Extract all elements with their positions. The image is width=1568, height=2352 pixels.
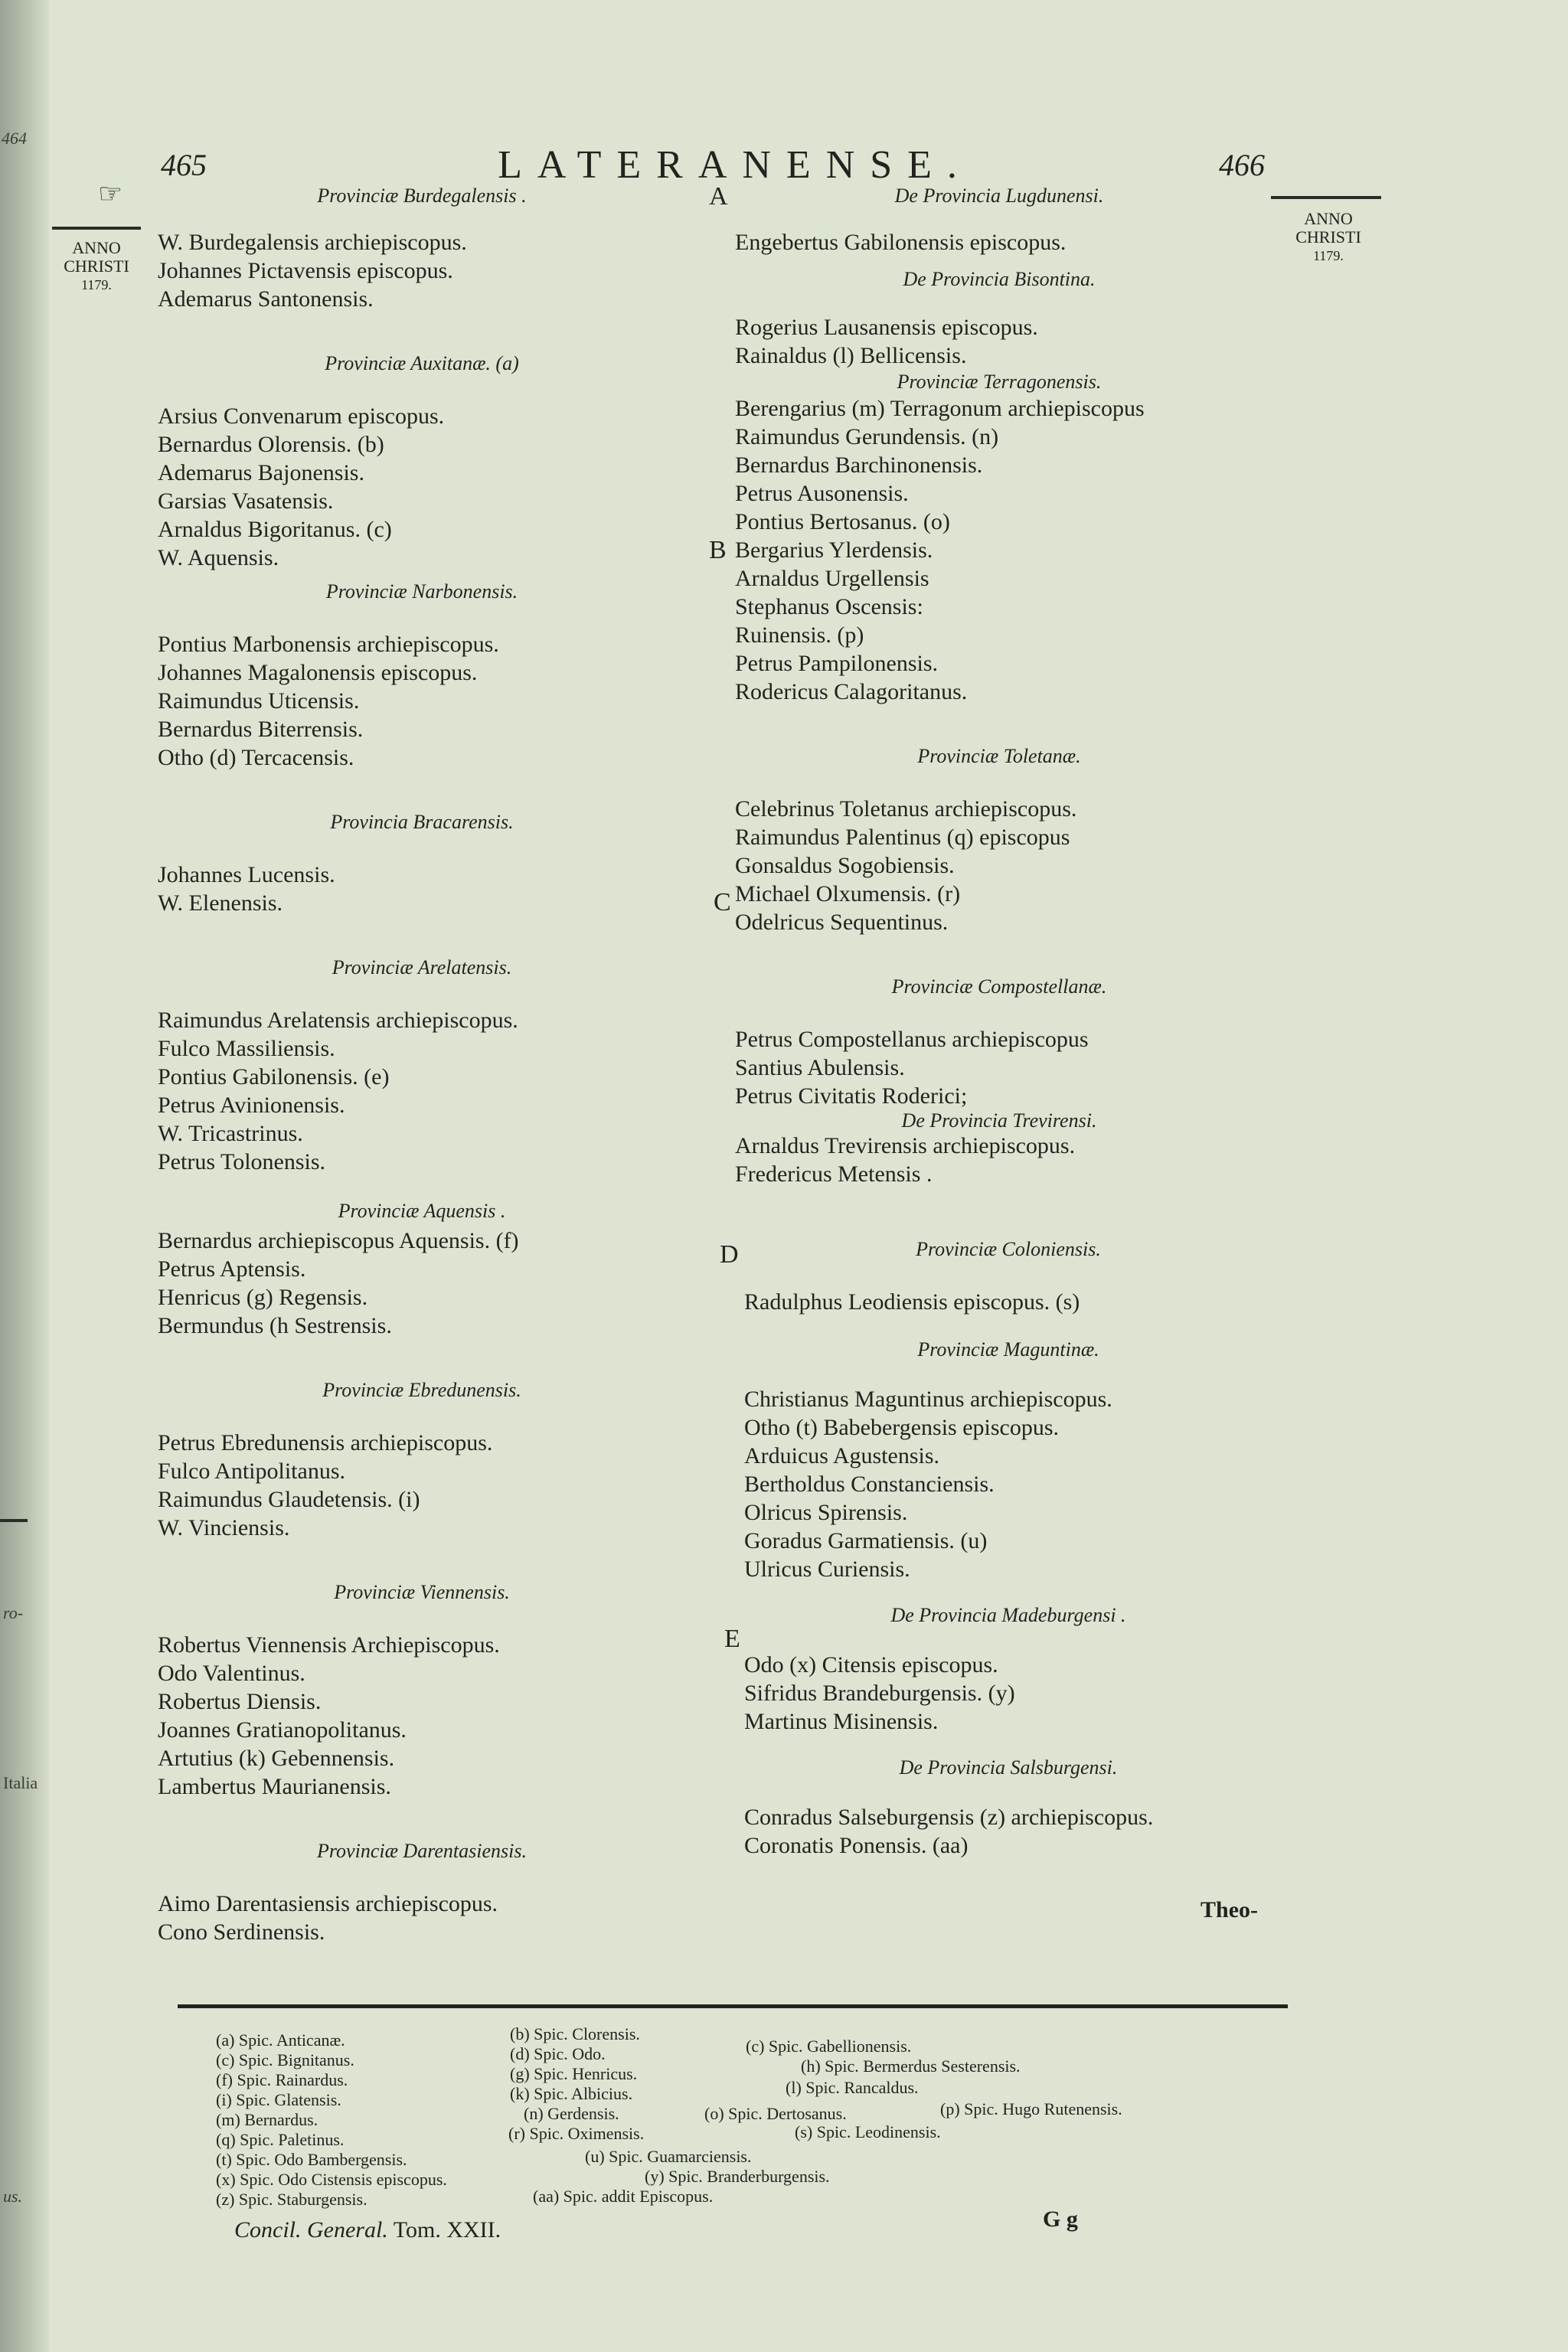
footnote-item: (l) Spic. Rancaldus.: [786, 2078, 919, 2097]
footnote-item: (n) Gerdensis.: [524, 2104, 619, 2123]
list-item: Pontius Marbonensis archiepiscopus.: [158, 632, 499, 657]
list-item: Pontius Gabilonensis. (e): [158, 1064, 390, 1089]
section-terragonensis: [735, 370, 1263, 706]
list-item: Ademarus Santonensis.: [158, 286, 374, 312]
footnote-item: (f) Spic. Rainardus.: [216, 2070, 348, 2089]
list-item: Raimundus Uticensis.: [158, 688, 360, 714]
pointing-hand-icon: ☞: [98, 178, 123, 209]
list-item: Henricus (g) Regensis.: [158, 1285, 368, 1310]
section-heading: Provinciæ Aquensis .: [338, 1200, 506, 1222]
list-item: Gonsaldus Sogobiensis.: [735, 853, 955, 878]
list-item: Olricus Spirensis.: [744, 1500, 908, 1525]
list-item: Conradus Salseburgensis (z) archiepiscopus.: [744, 1805, 1154, 1830]
gutter-text-mid: ro-: [3, 1603, 24, 1622]
section-bracarensis: [158, 807, 686, 917]
list-item: Bernardus Olorensis. (b): [158, 432, 384, 457]
list-item: Berengarius (m) Terragonum archiepiscopus: [735, 396, 1145, 421]
section-toletanae: [735, 741, 1263, 936]
footnote-item: (s) Spic. Leodinensis.: [795, 2122, 941, 2141]
signature-tome: Tom. XXII.: [393, 2217, 501, 2243]
section-heading: Provinciæ Auxitanæ. (a): [325, 352, 519, 374]
list-item: Bernardus Biterrensis.: [158, 717, 364, 742]
list-item: Ulricus Curiensis.: [744, 1557, 910, 1582]
list-item: W. Tricastrinus.: [158, 1121, 303, 1146]
list-item: Johannes Magalonensis episcopus.: [158, 660, 478, 685]
list-item: Otho (t) Babebergensis episcopus.: [744, 1415, 1060, 1440]
list-item: Petrus Ausonensis.: [735, 481, 909, 506]
list-item: Bermundus (h Sestrensis.: [158, 1313, 392, 1338]
footnote-item: (o) Spic. Dertosanus.: [704, 2104, 847, 2123]
list-item: Cono Serdinensis.: [158, 1919, 325, 1945]
list-item: Bernardus Barchinonensis.: [735, 452, 983, 478]
section-madeburgensi: [744, 1600, 1272, 1736]
list-item: Sifridus Brandeburgensis. (y): [744, 1681, 1015, 1706]
section-bisontina: [735, 264, 1263, 370]
list-item: Garsias Vasatensis.: [158, 488, 334, 514]
running-title: LATERANENSE.: [498, 143, 972, 187]
gutter-rule: [0, 1519, 28, 1522]
footnote-item: (k) Spic. Albicius.: [510, 2084, 633, 2103]
list-item: Arsius Convenarum episcopus.: [158, 403, 445, 429]
footnote-item: (p) Spic. Hugo Rutenensis.: [940, 2099, 1122, 2118]
column-letter-b: B: [709, 536, 727, 564]
column-letter-c: C: [714, 888, 731, 916]
section-heading: De Provincia Lugdunensi.: [894, 185, 1104, 207]
margin-note-left: [58, 239, 135, 294]
list-item: Odelricus Sequentinus.: [735, 910, 949, 935]
list-item: Santius Abulensis.: [735, 1055, 905, 1080]
list-item: Stephanus Oscensis:: [735, 594, 923, 619]
right-column-lower: [744, 1234, 1272, 1860]
right-column-upper: [735, 181, 1263, 1188]
list-item: Celebrinus Toletanus archiepiscopus.: [735, 796, 1077, 822]
list-item: Rodericus Calagoritanus.: [735, 679, 968, 704]
section-darentasiensis: [158, 1836, 686, 1946]
footnote-item: (t) Spic. Odo Bambergensis.: [216, 2150, 407, 2169]
list-item: Robertus Viennensis Archiepiscopus.: [158, 1632, 500, 1658]
footnote-item: (b) Spic. Clorensis.: [510, 2024, 640, 2043]
margin-year-right: 1179.: [1313, 248, 1344, 263]
section-burdegalensis: [158, 181, 686, 313]
list-item: Robertus Diensis.: [158, 1689, 322, 1714]
margin-rule-right: [1271, 196, 1381, 199]
list-item: W. Vinciensis.: [158, 1515, 290, 1540]
list-item: Fredericus Metensis .: [735, 1161, 933, 1187]
margin-christi-right: CHRISTI: [1295, 227, 1361, 247]
column-letter-d: D: [720, 1240, 739, 1269]
list-item: Johannes Lucensis.: [158, 862, 335, 887]
list-item: Petrus Tolonensis.: [158, 1149, 326, 1174]
list-item: Arduicus Agustensis.: [744, 1443, 939, 1468]
list-item: Arnaldus Trevirensis archiepiscopus.: [735, 1133, 1076, 1158]
list-item: Petrus Civitatis Roderici;: [735, 1083, 968, 1109]
section-heading: De Provincia Trevirensi.: [901, 1109, 1097, 1132]
list-item: Rogerius Lausanensis episcopus.: [735, 315, 1038, 340]
gutter-text-bottom: us.: [3, 2187, 23, 2206]
section-lugdunensi: [735, 181, 1263, 256]
list-item: Arnaldus Bigoritanus. (c): [158, 517, 392, 542]
footnote-item: (m) Bernardus.: [216, 2110, 318, 2129]
section-heading: Provinciæ Darentasiensis.: [317, 1840, 527, 1862]
section-heading: Provincia Bracarensis.: [330, 811, 514, 833]
list-item: W. Aquensis.: [158, 545, 279, 570]
gutter-text-italia: Italia: [3, 1773, 38, 1792]
section-heading: De Provincia Bisontina.: [903, 268, 1096, 290]
list-item: Fulco Antipolitanus.: [158, 1459, 346, 1484]
list-item: Johannes Pictavensis episcopus.: [158, 258, 453, 283]
footnote-item: (u) Spic. Guamarciensis.: [585, 2147, 752, 2166]
list-item: Petrus Avinionensis.: [158, 1093, 345, 1118]
section-viennensis: [158, 1577, 686, 1801]
footnote-item: (q) Spic. Paletinus.: [216, 2130, 345, 2149]
footnote-item: (d) Spic. Odo.: [510, 2044, 606, 2063]
column-letter-e: E: [724, 1625, 740, 1653]
list-item: Michael Olxumensis. (r): [735, 881, 961, 906]
column-letter-a: A: [709, 182, 728, 211]
section-narbonensis: [158, 577, 686, 772]
list-item: Fulco Massiliensis.: [158, 1036, 335, 1061]
list-item: W. Burdegalensis archiepiscopus.: [158, 230, 467, 255]
list-item: Raimundus Arelatensis archiepiscopus.: [158, 1008, 518, 1033]
section-auxitanae: [158, 348, 686, 572]
list-item: Martinus Misinensis.: [744, 1709, 939, 1734]
list-item: Raimundus Palentinus (q) episcopus: [735, 825, 1070, 850]
section-heading: Provinciæ Arelatensis.: [332, 956, 512, 978]
list-item: Petrus Compostellanus archiepiscopus: [735, 1027, 1089, 1052]
margin-anno-left: ANNO: [72, 238, 121, 257]
section-heading: Provinciæ Compostellanæ.: [891, 975, 1107, 998]
list-item: Odo (x) Citensis episcopus.: [744, 1652, 998, 1677]
list-item: Coronatis Ponensis. (aa): [744, 1833, 969, 1858]
section-heading: Provinciæ Maguntinæ.: [917, 1338, 1099, 1361]
page-gutter: [0, 0, 49, 2352]
footnote-item: (r) Spic. Oximensis.: [508, 2124, 645, 2143]
footnote-item: (z) Spic. Staburgensis.: [216, 2190, 368, 2209]
left-column: [158, 181, 686, 1946]
gutter-text-top: 464: [2, 129, 27, 148]
list-item: Arnaldus Urgellensis: [735, 566, 929, 591]
list-item: Ruinensis. (p): [735, 622, 864, 648]
list-item: Raimundus Gerundensis. (n): [735, 424, 999, 449]
margin-christi-left: CHRISTI: [64, 256, 129, 276]
footnote-item: (aa) Spic. addit Episcopus.: [533, 2187, 714, 2206]
footnote-item: (x) Spic. Odo Cistensis episcopus.: [216, 2170, 447, 2189]
list-item: Bergarius Ylerdensis.: [735, 537, 933, 563]
section-salsburgensi: [744, 1753, 1272, 1860]
section-heading: Provinciæ Viennensis.: [334, 1581, 510, 1603]
list-item: Aimo Darentasiensis archiepiscopus.: [158, 1891, 498, 1916]
list-item: Ademarus Bajonensis.: [158, 460, 364, 485]
margin-anno-right: ANNO: [1304, 209, 1353, 228]
page-number-right: 466: [1219, 148, 1265, 182]
list-item: Raimundus Glaudetensis. (i): [158, 1487, 420, 1512]
list-item: Christianus Maguntinus archiepiscopus.: [744, 1387, 1112, 1412]
section-aquensis: [158, 1196, 686, 1340]
footnote-item: (y) Spic. Branderburgensis.: [645, 2167, 830, 2186]
list-item: Pontius Bertosanus. (o): [735, 509, 950, 534]
footnote-item: (a) Spic. Anticanæ.: [216, 2030, 345, 2050]
list-item: Artutius (k) Gebennensis.: [158, 1746, 395, 1771]
list-item: Engebertus Gabilonensis episcopus.: [735, 230, 1067, 255]
section-coloniensis: [744, 1234, 1272, 1316]
margin-rule-left: [52, 227, 141, 230]
section-heading: Provinciæ Toletanæ.: [917, 745, 1081, 767]
signature-line: [234, 2217, 501, 2243]
list-item: Lambertus Maurianensis.: [158, 1774, 391, 1799]
signature-series: Concil. General.: [234, 2217, 388, 2243]
list-item: Bernardus archiepiscopus Aquensis. (f): [158, 1228, 519, 1253]
list-item: Goradus Garmatiensis. (u): [744, 1528, 988, 1553]
margin-note-right: [1280, 210, 1377, 265]
section-maguntinae: [744, 1334, 1272, 1583]
section-heading: Provinciæ Ebredunensis.: [322, 1379, 521, 1401]
section-heading: Provinciæ Terragonensis.: [897, 371, 1102, 393]
catchword: Theo-: [1200, 1897, 1258, 1922]
section-heading: Provinciæ Burdegalensis .: [317, 185, 527, 207]
page-number-left: 465: [161, 148, 207, 182]
footnote-item: (c) Spic. Gabellionensis.: [746, 2037, 912, 2056]
list-item: Odo Valentinus.: [158, 1661, 305, 1686]
margin-year-left: 1179.: [81, 277, 112, 292]
signature-mark: G g: [1043, 2207, 1078, 2232]
section-compostellanae: [735, 972, 1263, 1110]
section-trevirensi: [735, 1110, 1263, 1188]
list-item: Petrus Ebredunensis archiepiscopus.: [158, 1430, 493, 1455]
list-item: Rainaldus (l) Bellicensis.: [735, 343, 967, 368]
footnote-item: (i) Spic. Glatensis.: [216, 2090, 341, 2109]
section-heading: De Provincia Madeburgensi .: [890, 1604, 1126, 1626]
section-heading: Provinciæ Coloniensis.: [916, 1238, 1101, 1260]
list-item: Petrus Pampilonensis.: [735, 651, 939, 676]
list-item: Radulphus Leodiensis episcopus. (s): [744, 1289, 1080, 1315]
footnote-rule: [178, 2004, 1288, 2008]
section-heading: De Provincia Salsburgensi.: [899, 1756, 1118, 1779]
section-heading: Provinciæ Narbonensis.: [325, 580, 518, 603]
list-item: Joannes Gratianopolitanus.: [158, 1717, 407, 1743]
section-arelatensis: [158, 952, 686, 1176]
list-item: W. Elenensis.: [158, 890, 283, 916]
list-item: Petrus Aptensis.: [158, 1256, 306, 1282]
footnote-item: (c) Spic. Bignitanus.: [216, 2050, 354, 2069]
footnote-item: (h) Spic. Bermerdus Sesterensis.: [801, 2056, 1021, 2076]
list-item: Bertholdus Constanciensis.: [744, 1472, 995, 1497]
list-item: Otho (d) Tercacensis.: [158, 745, 354, 770]
footnote-item: (g) Spic. Henricus.: [510, 2064, 638, 2083]
section-ebredunensis: [158, 1375, 686, 1542]
